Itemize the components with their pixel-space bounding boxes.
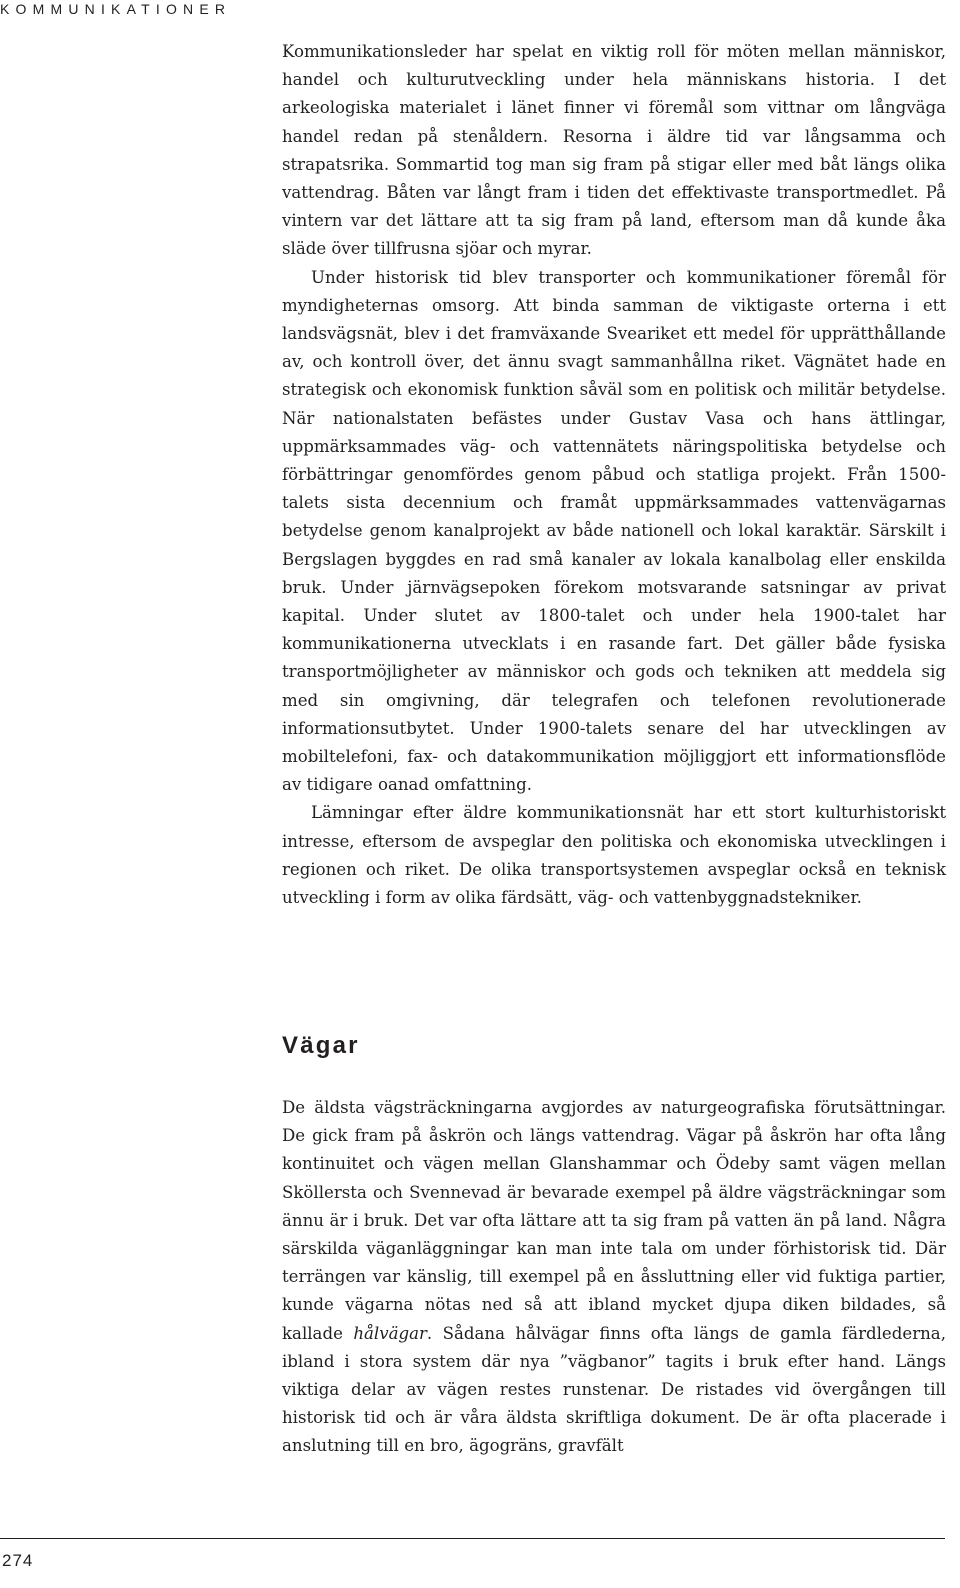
intro-text xyxy=(282,38,946,912)
intro-paragraph-3: Lämningar efter äldre kommunikationsnät har ett stort kulturhistoriskt intresse, eftersom de avspeglar den politiska och ekonomiska utvecklingen i regionen och riket. De olika transportsystemen avspeglar också en teknisk utveckling i form av olika färdsätt, väg- och vattenbyggnadstekniker. xyxy=(282,803,946,908)
page-number: 274 xyxy=(2,1551,34,1570)
footer-rule xyxy=(0,1538,945,1539)
section-term-halvagar: hålvägar xyxy=(353,1323,427,1343)
section-text-after-term: . Sådana hålvägar finns ofta längs de gamla färdlederna, ibland i stora system där nya ”vägbanor” tagits i bruk efter hand. Längs viktiga delar av vägen restes runstenar. De ristades vid övergången till historisk tid och är våra äldsta skriftliga dokument. De är ofta placerade i anslutning till en bro, ägogräns, gravfält xyxy=(282,1323,946,1456)
section-heading-vagar: Vägar xyxy=(282,1032,360,1059)
section-text-before-term: De äldsta vägsträckningarna avgjordes av naturgeografiska förutsättningar. De gick fram på åskrön och längs vattendrag. Vägar på åskrön har ofta lång kontinuitet och vägen mellan Glanshammar och Ödeby samt vägen mellan Sköllersta och Svennevad är bevarade exempel på äldre vägsträckningar som ännu är i bruk. Det var ofta lättare att ta sig fram på vatten än på land. Några särskilda väganläggningar kan man inte tala om under förhistorisk tid. Där terrängen var känslig, till exempel på en åssluttning eller vid fuktiga partier, kunde vägarna nötas ned så att ibland mycket djupa diken bildades, så kallade xyxy=(282,1098,946,1343)
section-text xyxy=(282,1094,946,1461)
intro-paragraph-2: Under historisk tid blev transporter och kommunikationer föremål för myndigheternas omsorg. Att binda samman de viktigaste orterna i ett landsvägsnät, blev i det framväxande Sveariket ett medel för upprätthållande av, och kontroll över, det ännu svagt sammanhållna riket. Vägnätet hade en strategisk och ekonomisk funktion såväl som en politisk och militär betydelse. När nationalstaten befästes under Gustav Vasa och hans ättlingar, uppmärksammades väg- och vattennätets näringspolitiska betydelse och förbättringar genomfördes genom påbud och statliga projekt. Från 1500-talets sista decennium och framåt uppmärksammades vattenvägarnas betydelse genom kanalprojekt av både nationell och lokal karaktär. Särskilt i Bergslagen byggdes en rad små kanaler av lokala kanalbolag eller enskilda bruk. Under järnvägsepoken förekom motsvarande satsningar av privat kapital. Under slutet av 1800-talet och under hela 1900-talet har kommunikationerna utvecklats i en rasande fart. Det gäller både fysiska transportmöjligheter av människor och gods och tekniken att meddela sig med sin omgivning, där telegrafen och telefonen revolutionerade informationsutbytet. Under 1900-talets senare del har utvecklingen av mobiltelefoni, fax- och datakommunikation möjliggjort ett informationsflöde av tidigare oanad omfattning. xyxy=(282,267,946,795)
intro-paragraph-1: Kommunikationsleder har spelat en viktig roll för möten mellan människor, handel och kulturutveckling under hela människans historia. I det arkeologiska materialet i länet finner vi föremål som vittnar om långväga handel redan på stenåldern. Resorna i äldre tid var långsamma och strapatsrika. Sommartid tog man sig fram på stigar eller med båt längs olika vattendrag. Båten var långt fram i tiden det effektivaste transportmedlet. På vintern var det lättare att ta sig fram på land, eftersom man då kunde åka släde över tillfrusna sjöar och myrar. xyxy=(282,42,946,259)
section-paragraph xyxy=(282,1094,946,1461)
running-head: KOMMUNIKATIONER xyxy=(0,1,232,17)
